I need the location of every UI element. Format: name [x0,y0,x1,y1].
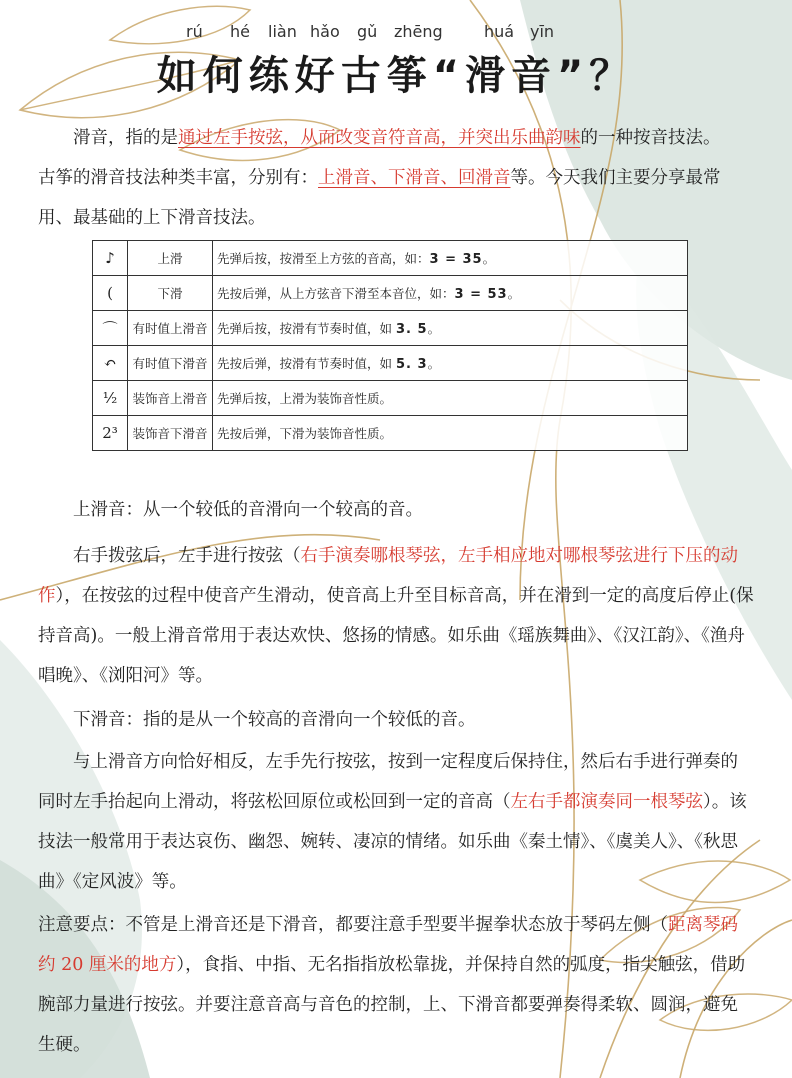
intro-paragraph-2 [38,158,754,238]
row-symbol: ↶ [93,346,128,381]
pinyin-syllable: zhēng [394,22,443,41]
row-end: 。 [427,321,441,336]
row-desc [213,416,688,451]
up-text: ），在按弦的过程中使音产生滑动，使音高上升至目标音高，并在滑到一定的高度后停止(保持音高)。一般上滑音常用于表达欢快、悠扬的情感。如乐曲《瑶族舞曲》、《汉江韵》、《渔舟唱晚》、《浏阳河》等。 [38,586,754,686]
note-text: ），食指、中指、无名指指放松靠拢，并保持自然的弧度，指尖触弦，借助腕部力量进行按弦。并要注意音高与音色的控制，上、下滑音都要弹奏得柔软、圆润，避免生硬。 [38,955,746,1055]
row-desc [213,311,688,346]
row-desc-text: 先按后弹，下滑为装饰音性质。 [217,426,393,441]
row-desc-text: 先按后弹，从上方弦音下滑至本音位，如： [217,286,455,301]
pinyin-syllable: yīn [530,22,555,41]
row-name: 有时值上滑音 [128,311,213,346]
row-name: 装饰音下滑音 [128,416,213,451]
table-row [93,311,688,346]
title-pinyin [0,22,792,44]
row-desc-text: 先弹后按，上滑为装饰音性质。 [217,391,393,406]
intro-text: 的一种按音技法。 [580,128,721,148]
pinyin-syllable: huá [484,22,515,41]
down-highlight: 左右手都演奏同一根琴弦 [510,792,703,812]
table-row [93,381,688,416]
down-paragraph [38,742,754,902]
row-desc [213,276,688,311]
row-name: 有时值下滑音 [128,346,213,381]
row-desc-text: 先按后弹，按滑有节奏时值，如 [217,356,393,371]
table-row [93,416,688,451]
table-row [93,346,688,381]
row-desc-text: 先弹后按，按滑至上方弦的音高，如： [217,251,430,266]
row-end: 。 [507,286,521,301]
pinyin-syllable: rú [186,22,203,41]
row-desc-text: 先弹后按，按滑有节奏时值，如 [217,321,393,336]
row-symbol: ¹⁄₂ [93,381,128,416]
table-row [93,241,688,276]
row-symbol: ( [93,276,128,311]
row-desc [213,346,688,381]
pinyin-syllable: hé [230,22,250,41]
row-desc [213,241,688,276]
row-example: 3. 5 [396,322,428,337]
row-end: 。 [482,251,496,266]
intro-text: 滑音，指的是 [73,128,178,148]
row-example: 5. 3 [396,357,428,372]
up-heading: 上滑音：从一个较低的音滑向一个较高的音。 [73,500,423,520]
row-name: 装饰音上滑音 [128,381,213,416]
pinyin-syllable: liàn [268,22,297,41]
note-paragraph [38,905,754,1065]
row-name: 下滑 [128,276,213,311]
row-symbol: ⌒ [93,311,128,346]
intro-paragraph-1 [38,118,754,158]
down-text: 与上滑音方向恰好相反，左手先行按弦，按到一定程度后保持住，然后右手进行弹奏的同时左手抬起向上滑动，将弦松回原位或松回到一定的音高（ [38,752,738,812]
note-text: 注意要点：不管是上滑音还是下滑音，都要注意手型要半握拳状态放于琴码左侧（ [38,915,668,935]
intro-text: 古筝的滑音技法种类丰富，分别有： [38,168,318,188]
pinyin-syllable: hǎo [310,22,340,41]
intro-text: 等。今天我们主要分享最常用、最基础的上下滑音技法。 [38,168,721,228]
pinyin-syllable: gǔ [357,22,378,41]
intro-highlight: 上滑音、下滑音、回滑音 [318,168,511,188]
row-symbol: 2³ [93,416,128,451]
page-title: 如何练好古筝“滑音”？ [156,53,636,99]
down-heading: 下滑音：指的是从一个较高的音滑向一个较低的音。 [73,710,476,730]
row-example: 3 = 35 [429,252,483,267]
row-symbol: ♪ [93,241,128,276]
row-end: 。 [427,356,441,371]
down-text: ）。该技法一般常用于表达哀伤、幽怨、婉转、凄凉的情绪。如乐曲《秦土情》、《虞美人》、《秋思曲》《定风波》等。 [38,792,747,892]
intro-highlight: 通过左手按弦，从而改变音符音高，并突出乐曲韵味 [178,128,581,148]
row-desc [213,381,688,416]
up-paragraph [38,536,754,696]
row-name: 上滑 [128,241,213,276]
up-text: 右手拨弦后，左手进行按弦（ [73,546,301,566]
glissando-table [92,240,688,451]
note-highlight: 距离琴码约 20 厘米的地方 [38,915,738,975]
row-example: 3 = 53 [454,287,508,302]
up-highlight: 右手演奏哪根琴弦，左手相应地对哪根琴弦进行下压的动作 [38,546,738,606]
table-row [93,276,688,311]
